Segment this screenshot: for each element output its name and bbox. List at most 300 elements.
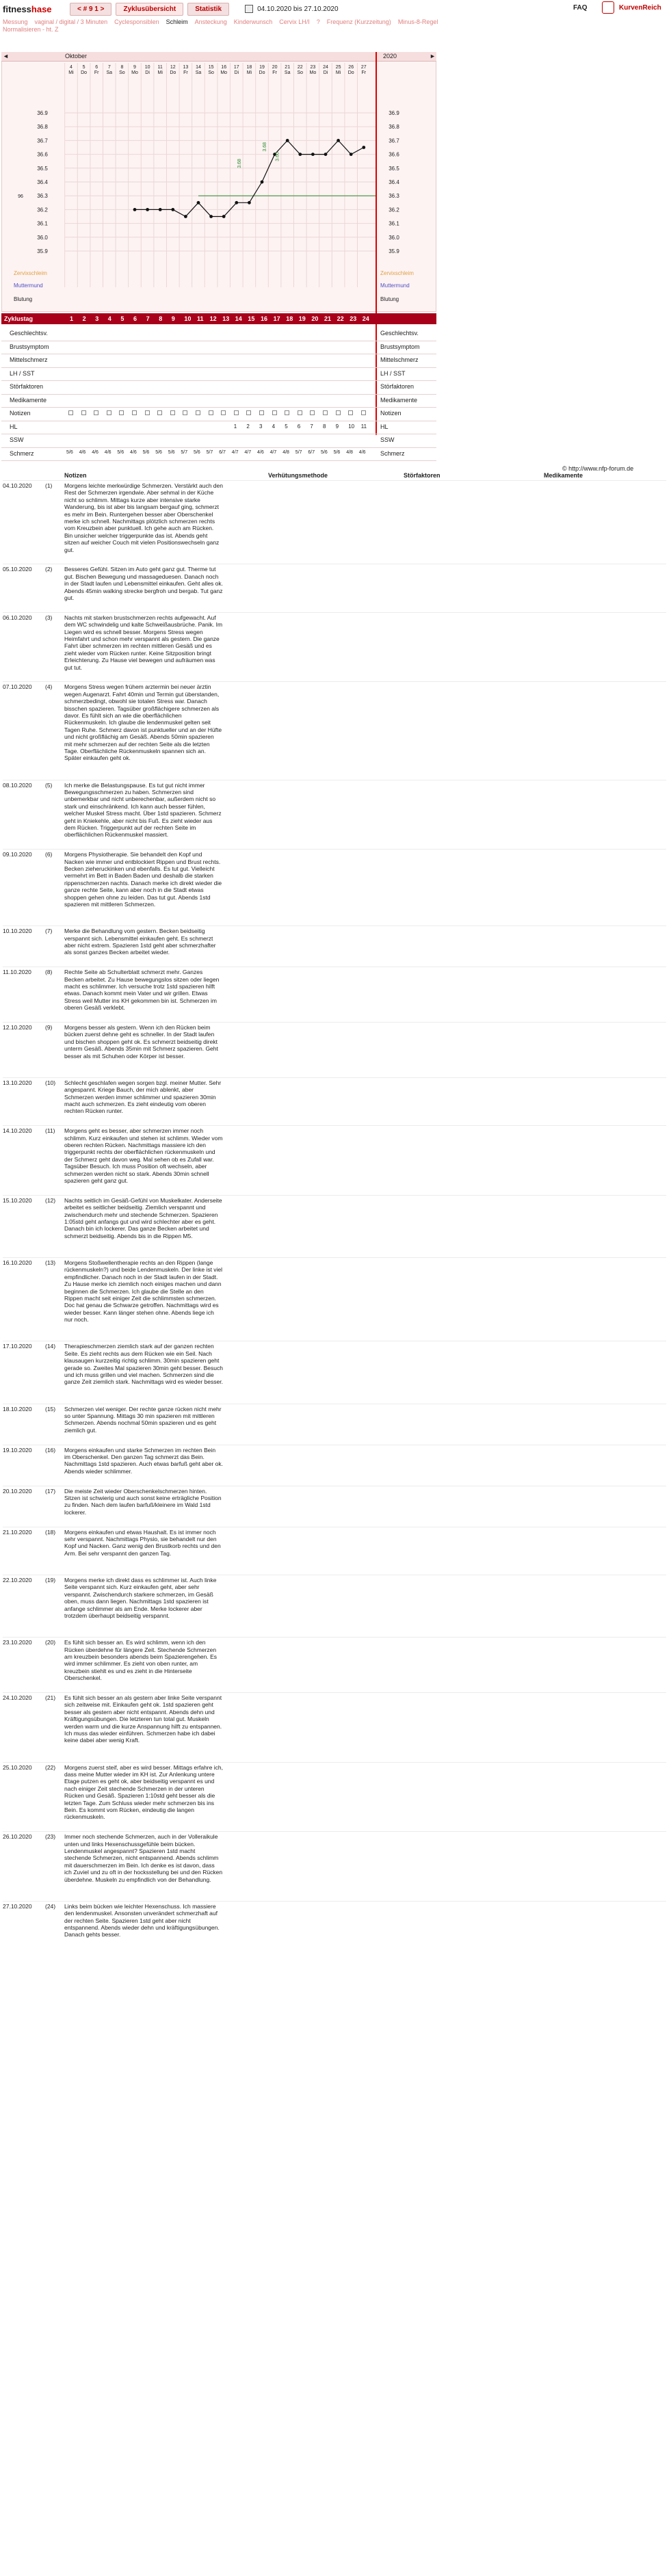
temperature-point bbox=[146, 208, 149, 211]
note-entry bbox=[3, 1529, 235, 1577]
row-label-right: Geschlechtsv. bbox=[380, 330, 419, 337]
pain-value: 4/6 bbox=[92, 449, 98, 455]
row-divider bbox=[1, 407, 436, 408]
temperature-point bbox=[311, 153, 315, 156]
row-label-right: Medikamente bbox=[380, 396, 418, 404]
entry-date: 25.10.2020 bbox=[3, 1763, 32, 1771]
entry-text: Links beim bücken wie leichter Hexenschuss. Ich massiere den lendenmuskel. Ansonsten unverändert schmerzhaft auf der rechten Seite. Spazieren 1std geht aber nicht entspannend. Abends wieder dehn und kräftigungsübungen. Danach gehts besser. bbox=[64, 1902, 220, 1938]
entry-date: 06.10.2020 bbox=[3, 614, 32, 621]
entry-cycle-day: (12) bbox=[45, 1196, 56, 1204]
note-icon[interactable] bbox=[157, 410, 162, 415]
col-disturbances: Störfaktoren bbox=[404, 472, 440, 479]
entry-text: Rechte Seite ab Schulterblatt schmerzt mehr. Ganzes Becken arbeitet. Zu Hause bewegungslos sitzen oder liegen macht es schlimmer. Ich versuche trotz 1std spazieren hilft etwas. Danach kommt mein Vater und wir grillen. Etwas Stress weil Mutter ins KH gekommen bin ist. Schmerzen im oberen Gesäß verklebt. bbox=[64, 969, 220, 1012]
cycle-day-number: 5 bbox=[120, 315, 124, 322]
weekday-label: Do bbox=[81, 70, 88, 75]
entry-cycle-day: (2) bbox=[45, 566, 53, 573]
hl-value: 6 bbox=[297, 423, 301, 430]
entry-cycle-day: (4) bbox=[45, 683, 53, 691]
cycle-day-number: 14 bbox=[235, 315, 242, 322]
note-entry bbox=[3, 1903, 235, 1951]
col-contraception: Verhütungsmethode bbox=[268, 472, 328, 479]
pain-value: 4/8 bbox=[282, 449, 289, 455]
day-number-label: 13 bbox=[183, 65, 189, 70]
next-cycle-arrow[interactable]: ► bbox=[430, 53, 436, 60]
row-label-right: Störfaktoren bbox=[380, 383, 415, 390]
chart-month: Oktober bbox=[65, 53, 88, 60]
y-tick-label: 36.3 bbox=[37, 193, 48, 200]
day-number-label: 26 bbox=[348, 65, 354, 70]
entry-cycle-day: (13) bbox=[45, 1259, 56, 1266]
pain-value: 5/6 bbox=[142, 449, 150, 455]
hl-value: 10 bbox=[348, 423, 355, 430]
day-number-label: 9 bbox=[133, 65, 136, 70]
entry-divider bbox=[3, 1195, 666, 1196]
hl-value: 4 bbox=[272, 423, 276, 430]
entry-cycle-day: (11) bbox=[45, 1127, 55, 1135]
row-label: Geschlechtsv. bbox=[10, 330, 48, 337]
chart-annotation: 3.60 bbox=[275, 152, 280, 161]
side-label-right: Blutung bbox=[380, 296, 399, 302]
weekday-label: Mo bbox=[220, 70, 228, 75]
entry-text: Nachts seitlich im Gesäß-Gefühl von Muskelkater. Anderseite arbeitet es seitlicher beidseitig. Ziemlich verspannt und zwischendurch mehr und stechende Schmerzen. Spazieren 1:05std geht anfangs gut und wird schlechter aber es geht. Danach bin ich lockerer. Das ganze Becken arbeitet und schmerzt beidseitig. Abends bis in die Rippen M5. bbox=[64, 1196, 222, 1239]
logo[interactable]: fitnesshase bbox=[3, 3, 52, 14]
chart-year: 2020 bbox=[383, 53, 397, 60]
temperature-point bbox=[235, 201, 238, 205]
note-entry bbox=[3, 1127, 235, 1197]
hl-value: 9 bbox=[335, 423, 339, 430]
entry-cycle-day: (21) bbox=[45, 1694, 56, 1701]
weekday-label: Di bbox=[234, 70, 239, 75]
row-label: HL bbox=[10, 423, 18, 430]
entry-text: Morgens zuerst steif, aber es wird besser. Mittags erfahre ich, dass meine Mutter wieder im KH ist. Zur Anlenkung untere Etage putzen es geht ok, aber beidseitig verspannt es und nach einiger Zeit stechende Schmerzen in der unteren Rücken und Gesäß. Spazieren 1:10std geht besser als die letzten Tage. Zum Schluss wieder mehr schmerzen bis ins Bein. Es kommt vom Rücken, eindeutig die langen rückenmuskeln. bbox=[64, 1763, 223, 1821]
prev-cycle-arrow[interactable]: ◄ bbox=[3, 53, 9, 60]
note-entry bbox=[3, 969, 235, 1024]
note-entry bbox=[3, 1197, 235, 1259]
entry-text: Morgens einkaufen und etwas Haushalt. Es ist immer noch sehr verspannt. Nachmittags Physio, sie behandelt nur den Kopf und Nacken. Ganz wenig den Brustkorb rechts und den Arm. Bei sehr verspannt den ganzen Tag. bbox=[64, 1528, 221, 1557]
note-icon[interactable] bbox=[323, 410, 328, 415]
footer-link[interactable]: © http://www.nfp-forum.de bbox=[562, 465, 634, 472]
day-number-label: 21 bbox=[285, 65, 291, 70]
row-divider bbox=[1, 447, 436, 448]
temperature-point bbox=[209, 215, 213, 218]
note-entry bbox=[3, 1024, 235, 1079]
y-tick-label-right: 36.7 bbox=[389, 137, 399, 144]
note-icon[interactable] bbox=[234, 410, 239, 415]
cycle-day-number: 8 bbox=[159, 315, 163, 322]
hl-value: 7 bbox=[310, 423, 313, 430]
entry-cycle-day: (5) bbox=[45, 781, 53, 789]
date-range: 04.10.2020 bis 27.10.2020 bbox=[257, 5, 339, 13]
row-label-right: Notizen bbox=[380, 410, 402, 417]
temperature-point bbox=[298, 153, 302, 156]
entry-date: 23.10.2020 bbox=[3, 1639, 32, 1646]
entry-divider bbox=[3, 1022, 666, 1023]
entry-date: 05.10.2020 bbox=[3, 566, 32, 573]
cycle-day-number: 4 bbox=[107, 315, 111, 322]
note-icon[interactable] bbox=[310, 410, 315, 415]
entry-text: Morgens Stress wegen frühem arztermin bei neuer ärztin wegen Augenarzt. Fahrt 40min und Termin gut überstanden, schmerzbedingt, obwohl sie totalen Stress war. Danach bisschen spazieren. Tagsüber großflächigere schmerzen als davor. Es fühlt sich an wie die oberflächlichen Rückenmuskeln. Ich glaube die lendenmuskel gelten seit Tagen Ruhe. Schmerz davon ist punktueller und an der Hüfte und nicht großflächig am Gesäß. Abends 50min spazieren mit mehr schmerzen auf der rechten Seite als die letzten Tage. Oberflächliche Rückenmuskeln spannen sich an. Später einkaufen geht ok. bbox=[64, 683, 222, 762]
entry-divider bbox=[3, 612, 666, 613]
weekday-label: Mi bbox=[68, 70, 74, 75]
entry-divider bbox=[3, 1257, 666, 1258]
entry-text: Ich merke die Belastungspause. Es tut gut nicht immer Bewegungsschmerzen zu haben. Schmerzen sind unbemerkbar und nicht unberechenbar, außerdem nicht so stark und einschränkend. Ich kann auch besser fühlen, welcher Muskel Stress macht. Über 1std spazieren. Schmerz geht in Kniekehle, aber nicht bis Fuß. Es zieht wieder aus dem Rücken. Triggerpunkt auf der rechten Seite im oberflächlichen Rückenmuskel massiert. bbox=[64, 781, 222, 839]
entry-text: Nachts mit starken brustschmerzen rechts aufgewacht. Auf dem WC schwindelig und kalte Schweißausbrüche. Panik. Im Liegen wird es schnell besser. Morgens Stress wegen Heimfahrt und schon mehr verspannt als gestern. Die ganze Fahrt über schmerzen im rechten mittleren Gesäß und es zieht wieder vom Rücken runter. Keine Sitzposition bringt Erleichterung. Zu Hause viel bewegen und aufräumen was gut tut. bbox=[64, 614, 223, 671]
note-icon[interactable] bbox=[94, 410, 98, 415]
hl-value: 2 bbox=[246, 423, 250, 430]
entry-date: 12.10.2020 bbox=[3, 1024, 32, 1031]
y-tick-label: 36.8 bbox=[37, 124, 48, 131]
entry-date: 16.10.2020 bbox=[3, 1259, 32, 1266]
row-label: Brustsymptom bbox=[10, 343, 49, 350]
entry-text: Morgens Physiotherapie. Sie behandelt den Kopf und Nacken wie immer und entblockiert Rippen und Brust rechts. Becken zieheruckinken und ebenfalls. Es tut gut. Vielleicht vermehrt im Bett in Baden Baden und deshalb die starken rippenschmerzen nachts. Danach merke ich direkt wieder die ganze rechte Seite, kann aber noch in die Stadt etwas shoppen gehen ohne zu leiden. Das tut gut. Abends 1std spazieren mit mittleren Schmerzen. bbox=[64, 851, 222, 908]
y-tick-label-right: 36.8 bbox=[389, 124, 399, 131]
entry-date: 17.10.2020 bbox=[3, 1343, 32, 1350]
cycle-day-number: 15 bbox=[248, 315, 255, 322]
y-tick-label: 36.2 bbox=[37, 207, 48, 213]
entry-date: 19.10.2020 bbox=[3, 1446, 32, 1454]
entry-text: Es fühlt sich besser an als gestern aber linke Seite verspannt sich zeitweise mit. Einkaufen geht ok. 1std spazieren geht besser als gestern aber nicht entspannt. Abends dehn und Kräftigungsübungen. Die letzteren tun total gut. Muskeln werden warm und die kurze Anspannung hilft zu entspannen. Ich muss das wieder einführen. Schmerzen habe ich dabei keine dabei aber wenig Kraft. bbox=[64, 1694, 222, 1744]
note-entry bbox=[3, 614, 235, 684]
note-entry bbox=[3, 782, 235, 852]
pain-value: 4/7 bbox=[231, 449, 239, 455]
weekday-label: Mo bbox=[309, 70, 317, 75]
note-icon[interactable] bbox=[68, 410, 73, 415]
weekday-label: Mi bbox=[157, 70, 163, 75]
entry-date: 11.10.2020 bbox=[3, 969, 31, 976]
pain-value: 4/6 bbox=[257, 449, 264, 455]
row-label-right: LH / SST bbox=[380, 369, 406, 377]
note-icon[interactable] bbox=[183, 410, 187, 415]
col-medication: Medikamente bbox=[544, 472, 583, 479]
note-icon[interactable] bbox=[348, 410, 353, 415]
cycle-day-number: 6 bbox=[133, 315, 137, 322]
note-entry bbox=[3, 1639, 235, 1694]
row-label: Störfaktoren bbox=[10, 383, 44, 390]
faq-link[interactable]: FAQ bbox=[573, 4, 588, 12]
row-label: Medikamente bbox=[10, 396, 47, 404]
entry-cycle-day: (15) bbox=[45, 1405, 56, 1412]
subnav-item[interactable]: Minus-8-Regel bbox=[397, 18, 438, 25]
entry-cycle-day: (24) bbox=[45, 1902, 56, 1910]
entry-cycle-day: (6) bbox=[45, 851, 53, 858]
entry-date: 20.10.2020 bbox=[3, 1487, 32, 1495]
pain-value: 5/6 bbox=[66, 449, 73, 455]
entry-text: Immer noch stechende Schmerzen, auch in der Volleraikule unten und links Hexenschussgefühle beim bücken. Lendenmuskel angespannt? Spazieren 1std macht stechende Schmerzen, nicht entspannend. Abends schlimm mit dauerschmerzen im Bein. Ich denke es ist davon, dass ich Zuviel und zu oft in der hocksstellung bei und den Rücken überdehne. Muskeln zu empfindlich von der Behandlung. bbox=[64, 1833, 223, 1883]
cycle-day-number: 10 bbox=[184, 315, 192, 322]
weekday-label: Di bbox=[323, 70, 328, 75]
temperature-point bbox=[261, 181, 264, 184]
temperature-point bbox=[337, 139, 340, 142]
note-icon[interactable] bbox=[246, 410, 251, 415]
temperature-point bbox=[197, 201, 200, 205]
subnav-item[interactable]: ? bbox=[316, 18, 320, 25]
subnav-item[interactable]: Cyclesponsiblen bbox=[114, 18, 159, 25]
pain-value: 5/6 bbox=[333, 449, 341, 455]
subnav-item[interactable]: Kinderwunsch bbox=[233, 18, 273, 25]
day-number-label: 17 bbox=[233, 65, 239, 70]
cycle-day-number: 18 bbox=[286, 315, 293, 322]
note-entry bbox=[3, 1694, 235, 1764]
day-number-label: 12 bbox=[170, 65, 176, 70]
note-icon[interactable] bbox=[298, 410, 302, 415]
day-number-label: 10 bbox=[144, 65, 150, 70]
row-label-right: Mittelschmerz bbox=[380, 356, 419, 363]
subnav-item[interactable]: Ansteckung bbox=[194, 18, 227, 25]
entry-text: Therapieschmerzen ziemlich stark auf der ganzen rechten Seite. Es zieht rechts aus dem Rücken wie ein Seil. Nach klausaugen kurzzeitig richtig schlimm. 30min spazieren geht gerade so. Zweites Mal spazieren 30min geht besser. Besuch und ich muss grillen und viel machen. Schmerzen sind die ganze Zeit ziemlich stark. Nachmittags wird es wieder besser. bbox=[64, 1343, 223, 1386]
entry-date: 21.10.2020 bbox=[3, 1528, 32, 1536]
note-entry bbox=[3, 1833, 235, 1903]
entry-date: 10.10.2020 bbox=[3, 928, 32, 935]
entry-divider bbox=[3, 1831, 666, 1832]
pain-value: 6/7 bbox=[308, 449, 315, 455]
hl-value: 8 bbox=[323, 423, 326, 430]
note-entry bbox=[3, 1343, 235, 1405]
pain-value: 4/7 bbox=[269, 449, 277, 455]
subnav-item[interactable]: vaginal / digital / 3 Minuten bbox=[34, 18, 108, 25]
temperature-point bbox=[362, 146, 365, 149]
pain-value: 4/6 bbox=[104, 449, 111, 455]
row-label: SSW bbox=[10, 436, 24, 443]
note-entry bbox=[3, 1259, 235, 1343]
entry-divider bbox=[3, 849, 666, 850]
note-icon[interactable] bbox=[107, 410, 111, 415]
y-tick-label: 36.5 bbox=[37, 165, 48, 172]
note-entry bbox=[3, 1079, 235, 1127]
temperature-point bbox=[171, 208, 174, 211]
row-label: Notizen bbox=[10, 410, 31, 417]
day-number-label: 8 bbox=[120, 65, 124, 70]
note-icon[interactable] bbox=[81, 410, 86, 415]
y-tick-label-right: 36.5 bbox=[389, 165, 399, 172]
day-number-label: 25 bbox=[335, 65, 341, 70]
weekday-label: Fr bbox=[272, 70, 277, 75]
y-tick-label: 36.0 bbox=[37, 234, 48, 241]
cycle-day-number: 17 bbox=[273, 315, 280, 322]
tab-statistics[interactable]: Statistik bbox=[187, 3, 229, 16]
note-entry bbox=[3, 1488, 235, 1529]
weekday-label: Mi bbox=[246, 70, 252, 75]
entry-date: 14.10.2020 bbox=[3, 1127, 32, 1135]
y-tick-label-right: 36.6 bbox=[389, 151, 399, 158]
note-icon[interactable] bbox=[132, 410, 137, 415]
temperature-point bbox=[324, 153, 328, 156]
note-icon[interactable] bbox=[170, 410, 175, 415]
entry-cycle-day: (8) bbox=[45, 969, 53, 976]
entry-divider bbox=[3, 1692, 666, 1693]
note-icon[interactable] bbox=[221, 410, 226, 415]
entry-cycle-day: (22) bbox=[45, 1763, 56, 1771]
day-number-label: 16 bbox=[221, 65, 227, 70]
cycle-day-number: 24 bbox=[362, 315, 369, 322]
hl-value: 11 bbox=[360, 423, 367, 430]
settings-subnav-line2: Normalisieren - ht. Z bbox=[3, 26, 59, 33]
entry-text: Die meiste Zeit wieder Oberschenkelschmerzen hinten. Sitzen ist schwierig und auch sonst keine erträgliche Position zu finden. Nach dem laufen barfuß/kleinere im Wald 1std lockerer. bbox=[64, 1487, 222, 1516]
pain-value: 6/7 bbox=[219, 449, 226, 455]
note-entry bbox=[3, 851, 235, 928]
entry-cycle-day: (10) bbox=[45, 1079, 56, 1086]
day-number-label: 4 bbox=[70, 65, 73, 70]
note-icon[interactable] bbox=[336, 410, 341, 415]
y-tick-label-right: 36.3 bbox=[389, 193, 399, 200]
day-number-label: 19 bbox=[259, 65, 265, 70]
side-label-left: Zervixschleim bbox=[14, 270, 47, 276]
weekday-label: Fr bbox=[94, 70, 99, 75]
pain-value: 5/6 bbox=[194, 449, 200, 455]
note-entry bbox=[3, 928, 235, 969]
day-number-label: 24 bbox=[323, 65, 328, 70]
side-label-left: Muttermund bbox=[14, 282, 43, 289]
col-notes: Notizen bbox=[64, 472, 87, 479]
pain-value: 4/7 bbox=[244, 449, 252, 455]
cycle-day-bar bbox=[1, 313, 436, 324]
entry-date: 15.10.2020 bbox=[3, 1196, 32, 1204]
cycle-day-number: 20 bbox=[311, 315, 319, 322]
day-number-label: 11 bbox=[157, 65, 163, 70]
entry-date: 13.10.2020 bbox=[3, 1079, 32, 1086]
note-entry bbox=[3, 683, 235, 781]
entry-divider bbox=[3, 1901, 666, 1902]
entry-divider bbox=[3, 1762, 666, 1763]
note-icon[interactable] bbox=[145, 410, 150, 415]
note-icon[interactable] bbox=[209, 410, 213, 415]
entry-text: Es fühlt sich besser an. Es wird schlimm, wenn ich den Rücken überdehne für längere Zeit. Stechende Schmerzen am kreuzbein besonders abends beim Spazierengehen. Es wird immer schlimmer. Es zieht von oben runter, am kreuzbein stiehlt es und es zieht in die Hinterseite Oberschenkel. bbox=[64, 1639, 218, 1682]
hl-value: 3 bbox=[259, 423, 263, 430]
cycle-day-number: 11 bbox=[197, 315, 204, 322]
entry-cycle-day: (20) bbox=[45, 1639, 56, 1646]
y-tick-label: 36.4 bbox=[37, 179, 48, 185]
y-tick-label: 36.7 bbox=[37, 137, 48, 144]
pain-value: 5/7 bbox=[295, 449, 302, 455]
row-label-right: SSW bbox=[380, 436, 395, 443]
entry-cycle-day: (16) bbox=[45, 1446, 56, 1454]
entry-date: 09.10.2020 bbox=[3, 851, 32, 858]
weekday-label: Sa bbox=[195, 70, 202, 75]
entry-cycle-day: (7) bbox=[45, 928, 53, 935]
side-label-right: Zervixschleim bbox=[380, 270, 414, 276]
entry-date: 07.10.2020 bbox=[3, 683, 32, 691]
cycle-day-number: 21 bbox=[324, 315, 332, 322]
weekday-label: Do bbox=[170, 70, 176, 75]
cycle-day-number: 13 bbox=[222, 315, 230, 322]
entry-date: 24.10.2020 bbox=[3, 1694, 32, 1701]
chart-annotation: 3.68 bbox=[263, 142, 267, 152]
row-divider bbox=[1, 460, 436, 461]
row-label: Schmerz bbox=[10, 449, 34, 457]
entry-text: Morgens geht es besser, aber schmerzen immer noch schlimm. Kurz einkaufen und stehen ist schlimm. Wieder vom oberen rechten Rücken. Nachmittags massiere ich den triggerpunkt rechts der oberflächlichen rückenmuskeln und der Schmerz geht davon weg. Mal sehen ob es Zufall war. Tagsüber Besuch. Ich muss Position oft wechseln, aber schmerzen werden nicht so stark. Abends 30min schnell spazieren geht ganz gut. bbox=[64, 1127, 223, 1185]
note-icon[interactable] bbox=[272, 410, 277, 415]
y-tick-label-right: 36.1 bbox=[389, 220, 399, 227]
pain-value: 4/6 bbox=[358, 449, 366, 455]
entry-cycle-day: (1) bbox=[45, 482, 53, 489]
note-icon[interactable] bbox=[361, 410, 366, 415]
weekday-label: Di bbox=[145, 70, 150, 75]
y-tick-label: 36.1 bbox=[37, 220, 48, 227]
temperature-line bbox=[135, 140, 364, 216]
y-tick-label-right: 36.2 bbox=[389, 207, 399, 213]
cycle-day-number: 1 bbox=[70, 315, 74, 322]
entry-text: Morgens Stoßwellentherapie rechts an den Rippen (lange rückenmuskeln?) und beide Lendenmuskeln. Der linke ist viel empfindlicher. Danach noch in der Stadt laufen in der Stadt. Zu Hause merke ich ziemlich noch einiges machen und dann beginnen die Schmerzen. Ich glaube die Stelle an den Rippen macht seit einiger Zeit die schlimmsten schmerzen. Doc hat genau die Schwarze getroffen. Nachmittags wird es wieder besser. Kann länger stehen ohne. Abends liege ich nur noch. bbox=[64, 1259, 223, 1324]
weekday-label: Do bbox=[259, 70, 265, 75]
brand-link[interactable]: KurvenReich bbox=[619, 4, 661, 12]
temperature-point bbox=[184, 215, 187, 218]
y-tick-label-right: 35.9 bbox=[389, 248, 399, 254]
row-divider bbox=[1, 394, 436, 395]
temperature-point bbox=[222, 215, 226, 218]
cycle-nav-button[interactable]: < # 9 1 > bbox=[70, 3, 111, 16]
pain-value: 4/6 bbox=[130, 449, 137, 455]
day-number-label: 18 bbox=[246, 65, 252, 70]
subnav-item[interactable]: Messung bbox=[3, 18, 28, 25]
temperature-point bbox=[159, 208, 162, 211]
entry-cycle-day: (3) bbox=[45, 614, 53, 621]
cycle-day-number: 9 bbox=[171, 315, 175, 322]
cycle-day-number: 16 bbox=[261, 315, 268, 322]
entry-date: 22.10.2020 bbox=[3, 1577, 32, 1583]
day-number-label: 27 bbox=[360, 65, 367, 70]
cycle-day-number: 22 bbox=[337, 315, 344, 322]
weekday-label: Do bbox=[347, 70, 354, 75]
day-number-label: 7 bbox=[107, 65, 111, 70]
note-icon[interactable] bbox=[119, 410, 124, 415]
row-divider bbox=[1, 380, 436, 381]
hl-value: 1 bbox=[233, 423, 237, 430]
note-icon[interactable] bbox=[196, 410, 200, 415]
pain-value: 4/6 bbox=[79, 449, 86, 455]
note-entry bbox=[3, 482, 235, 566]
cycle-day-number: 12 bbox=[209, 315, 217, 322]
weekday-label: Mi bbox=[335, 70, 341, 75]
temperature-point bbox=[133, 208, 137, 211]
entry-date: 26.10.2020 bbox=[3, 1833, 32, 1841]
entry-text: Schlecht geschlafen wegen sorgen bzgl. meiner Mutter. Sehr angespannt. Kriege Bauch, der mich ablenkt, aber Schmerzen werden immer schlimmer und spazieren 30min macht auch schmerzen. Es zieht eindeutig vom oberen rechten Rücken runter. bbox=[64, 1079, 222, 1115]
pain-value: 5/6 bbox=[117, 449, 124, 455]
row-label-right: HL bbox=[380, 423, 389, 430]
temperature-point bbox=[286, 139, 289, 142]
y-tick-label: 35.9 bbox=[37, 248, 48, 254]
cycle-day-number: 2 bbox=[82, 315, 86, 322]
y-tick-label-right: 36.0 bbox=[389, 234, 399, 241]
temperature-point bbox=[350, 153, 353, 156]
y-axis-label: 96 bbox=[18, 194, 23, 200]
y-tick-label: 36.9 bbox=[37, 110, 48, 116]
tab-cycle-overview[interactable]: Zyklusübersicht bbox=[116, 3, 183, 16]
entry-date: 18.10.2020 bbox=[3, 1405, 32, 1412]
note-entry bbox=[3, 1447, 235, 1488]
row-divider bbox=[1, 367, 436, 368]
day-number-label: 15 bbox=[208, 65, 214, 70]
subnav-item[interactable]: Schleim bbox=[166, 18, 188, 25]
note-icon[interactable] bbox=[259, 410, 264, 415]
side-label-left: Blutung bbox=[14, 296, 33, 302]
entry-divider bbox=[3, 925, 666, 926]
weekday-label: Fr bbox=[183, 70, 188, 75]
pain-value: 5/7 bbox=[206, 449, 213, 455]
entry-divider bbox=[3, 480, 666, 481]
row-label: Mittelschmerz bbox=[10, 356, 48, 363]
weekday-label: So bbox=[119, 70, 125, 75]
weekday-label: Fr bbox=[361, 70, 367, 75]
pain-value: 4/8 bbox=[346, 449, 353, 455]
day-number-label: 14 bbox=[196, 65, 201, 70]
note-entry bbox=[3, 1406, 235, 1447]
row-label-right: Brustsymptom bbox=[380, 343, 420, 350]
subnav-item[interactable]: Frequenz (Kurzzeitung) bbox=[326, 18, 391, 25]
chart-annotation: 3.68 bbox=[237, 159, 242, 168]
subnav-item[interactable]: Cervix LH/I bbox=[279, 18, 310, 25]
note-icon[interactable] bbox=[285, 410, 289, 415]
side-label-right: Muttermund bbox=[380, 282, 410, 289]
pain-value: 5/7 bbox=[181, 449, 188, 455]
